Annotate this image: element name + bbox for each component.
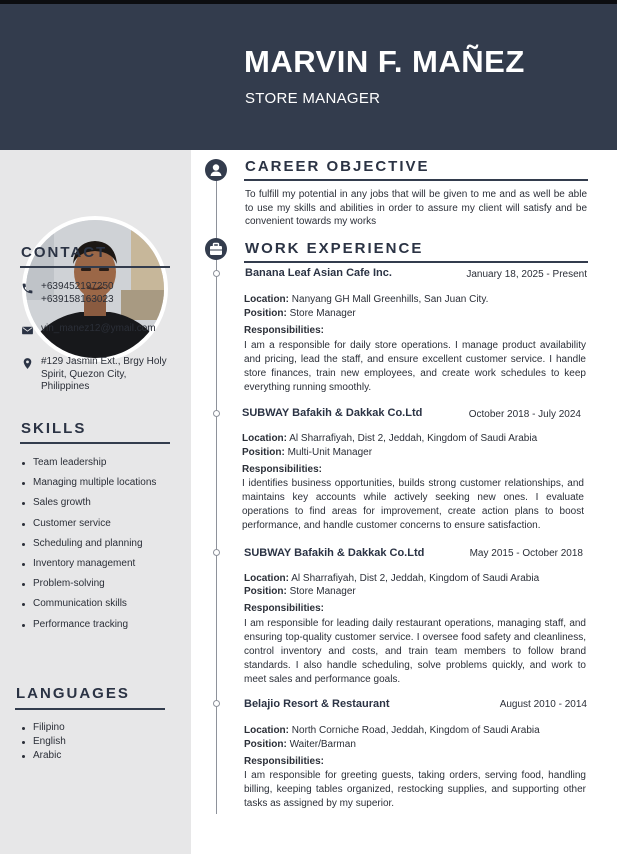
objective-divider xyxy=(244,179,588,181)
location-label: Location: xyxy=(244,573,289,584)
location-value: Nanyang GH Mall Greenhills, San Juan City. xyxy=(291,294,489,305)
skill-item: Scheduling and planning xyxy=(22,538,156,558)
email-address[interactable]: vin_manez12@ymail.com xyxy=(41,323,156,334)
responsibilities-label: Responsibilities: xyxy=(244,756,325,767)
skills-divider xyxy=(20,442,170,444)
job-company: Banana Leaf Asian Cafe Inc. xyxy=(245,267,392,279)
language-item: English xyxy=(22,736,66,750)
position-value: Waiter/Barman xyxy=(289,739,356,750)
envelope-icon xyxy=(21,324,34,337)
skills-heading: SKILLS xyxy=(21,420,87,437)
job-location xyxy=(244,573,539,584)
phone-number-1[interactable]: +639452197250 xyxy=(41,281,114,292)
location-label: Location: xyxy=(244,725,289,736)
phone-number-2[interactable]: +639158163023 xyxy=(41,293,114,305)
languages-divider xyxy=(15,708,165,710)
job-location xyxy=(244,725,540,736)
location-value: North Corniche Road, Jeddah, Kingdom of Saudi Arabia xyxy=(291,725,540,736)
job-position xyxy=(244,739,356,750)
language-item: Arabic xyxy=(22,750,66,764)
briefcase-icon xyxy=(205,238,227,260)
job-location xyxy=(244,294,488,305)
job-description: I identifies business opportunities, builds strong customer relationships, and maintains key accounts while actively seeking new ones. I evaluate operations to find areas for improvement, create action plans to boost performance, and handle customer concerns to ensure satisfaction. xyxy=(242,478,584,531)
contact-email xyxy=(21,323,156,337)
timeline-dot xyxy=(213,549,220,556)
person-icon xyxy=(205,159,227,181)
skill-item: Performance tracking xyxy=(22,619,156,639)
job-dates: August 2010 - 2014 xyxy=(499,699,587,710)
work-divider xyxy=(244,261,588,263)
skill-item: Communication skills xyxy=(22,598,156,618)
job-dates: October 2018 - July 2024 xyxy=(468,409,581,420)
job-role: STORE MANAGER xyxy=(245,90,381,107)
job-location xyxy=(242,433,537,444)
location-value: Al Sharrafiyah, Dist 2, Jeddah, Kingdom of Saudi Arabia xyxy=(289,433,538,444)
objective-text: To fulfill my potential in any jobs that will be given to me and as well be able to use my skills and abilities in order to assure my client will satisfy and be convenient towards my works xyxy=(245,189,587,227)
skill-item: Sales growth xyxy=(22,497,156,517)
sidebar xyxy=(0,150,191,854)
job-position xyxy=(242,447,372,458)
objective-heading: CAREER OBJECTIVE xyxy=(245,158,430,175)
job-dates: January 18, 2025 - Present xyxy=(466,269,587,280)
languages-list xyxy=(22,722,66,764)
phone-icon xyxy=(21,282,34,295)
job-description: I am responsible for greeting guests, taking orders, serving food, handling billing, keeping tables organized, restocking supplies, and supporting other tasks as assigned by my superior. xyxy=(244,770,586,809)
skill-item: Managing multiple locations xyxy=(22,477,156,497)
contact-divider xyxy=(20,266,170,268)
skills-list xyxy=(22,457,156,639)
position-value: Store Manager xyxy=(289,308,356,319)
timeline-dot xyxy=(213,700,220,707)
job-company: Belajio Resort & Restaurant xyxy=(244,698,390,710)
job-dates: May 2015 - October 2018 xyxy=(469,548,583,559)
responsibilities-label: Responsibilities: xyxy=(244,603,325,614)
position-label: Position: xyxy=(244,739,287,750)
timeline-line xyxy=(216,169,217,814)
job-company: SUBWAY Bafakih & Dakkak Co.Ltd xyxy=(244,547,425,559)
timeline-dot xyxy=(213,410,220,417)
contact-phone xyxy=(21,281,114,306)
work-marker xyxy=(205,238,227,260)
responsibilities-label: Responsibilities: xyxy=(242,464,323,475)
job-description: I am responsible for leading daily restaurant operations, managing staff, and ensuring top-quality customer service. I oversee food safety and cleanliness, control inventory and costs, and train team members to follow brand standards. I also handle scheduling, solve problems quickly, and work to meet sales and performance goals. xyxy=(244,618,586,685)
job-company: SUBWAY Bafakih & Dakkak Co.Ltd xyxy=(242,407,423,419)
position-value: Multi-Unit Manager xyxy=(287,447,373,458)
position-label: Position: xyxy=(244,308,287,319)
home-address: #129 Jasmin Ext., Brgy Holy Spirit, Quezon City, Philippines xyxy=(41,356,167,392)
job-description: I am a responsible for daily store operations. I manage product availability and pricing, lead the staff, and ensure excellent customer service. I handle store finances, train new employees, and create work schedules to keep everything running smoothly. xyxy=(244,340,586,393)
job-position xyxy=(244,586,356,597)
job-position xyxy=(244,308,356,319)
skill-item: Inventory management xyxy=(22,558,156,578)
objective-marker xyxy=(205,159,227,181)
position-label: Position: xyxy=(244,586,287,597)
responsibilities-label: Responsibilities: xyxy=(244,325,325,336)
work-heading: WORK EXPERIENCE xyxy=(245,240,424,257)
skill-item: Team leadership xyxy=(22,457,156,477)
contact-heading: CONTACT xyxy=(21,244,108,261)
person-name: MARVIN F. MAÑEZ xyxy=(244,44,525,79)
map-pin-icon xyxy=(21,357,34,370)
location-label: Location: xyxy=(244,294,289,305)
location-value: Al Sharrafiyah, Dist 2, Jeddah, Kingdom of Saudi Arabia xyxy=(291,573,540,584)
timeline-dot xyxy=(213,270,220,277)
skill-item: Customer service xyxy=(22,518,156,538)
position-value: Store Manager xyxy=(289,586,356,597)
location-label: Location: xyxy=(242,433,287,444)
languages-heading: LANGUAGES xyxy=(16,685,130,702)
contact-address xyxy=(21,356,176,394)
position-label: Position: xyxy=(242,447,285,458)
skill-item: Problem-solving xyxy=(22,578,156,598)
language-item: Filipino xyxy=(22,722,66,736)
